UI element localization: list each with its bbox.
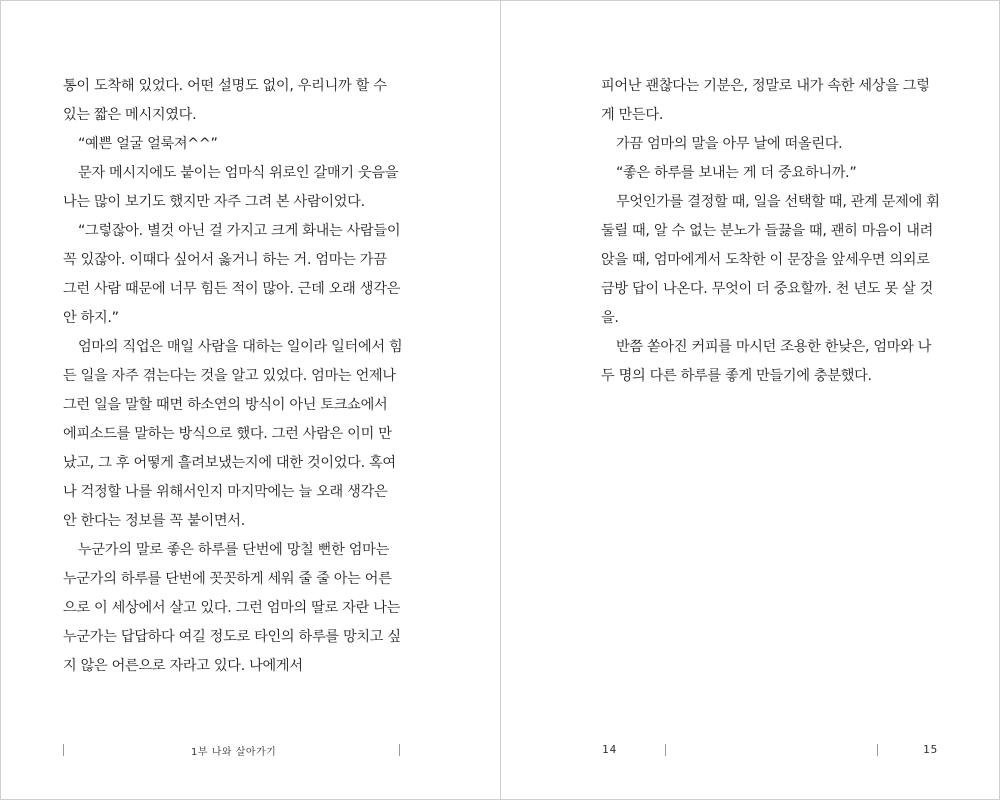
page-number-right: 15 (923, 743, 939, 756)
left-page-body (63, 72, 403, 681)
paragraph: 누군가의 말로 좋은 하루를 단번에 망칠 뻔한 엄마는 누군가의 하루를 단번에 꼿꼿하게 세워 줄 줄 아는 어른으로 이 세상에서 살고 있다. 그런 엄마의 딸로 자란 나는 누군가는 답답하다 여길 정도로 타인의 하루를 망치고 싶지 않은 어른으로 자라고 있다. 나에게서 (63, 542, 401, 674)
paragraph: 피어난 괜찮다는 기분은, 정말로 내가 속한 세상을 그렇게 만든다. (601, 78, 930, 123)
page-number-left: 14 (602, 743, 618, 756)
footer-rule-mark (877, 744, 878, 756)
right-page-body (601, 72, 941, 391)
footer-rule-mark (63, 744, 64, 756)
page-gutter (500, 1, 501, 799)
footer-rule-mark (399, 744, 400, 756)
paragraph: 통이 도착해 있었다. 어떤 설명도 없이, 우리니까 할 수 있는 짧은 메시지였다. (63, 78, 387, 123)
paragraph: 가끔 엄마의 말을 아무 날에 떠올린다. (616, 136, 843, 152)
running-footer-section: 1부 나와 살아가기 (191, 747, 277, 758)
footer-rule-mark (665, 744, 666, 756)
paragraph: 반쯤 쏟아진 커피를 마시던 조용한 한낮은, 엄마와 나 두 명의 다른 하루를 좋게 만들기에 충분했다. (601, 339, 932, 384)
paragraph: 무엇인가를 결정할 때, 일을 선택할 때, 관계 문제에 휘둘릴 때, 알 수 없는 분노가 들끓을 때, 괜히 마음이 내려앉을 때, 엄마에게서 도착한 이 문장을 앞세우면 의외로 금방 답이 나온다. 무엇이 더 중요할까. 천 년도 못 살 것을. (601, 194, 940, 326)
paragraph: “예쁜 얼굴 얼룩져^^” (78, 136, 218, 152)
paragraph: “그렇잖아. 별것 아닌 걸 가지고 크게 화내는 사람들이 꼭 있잖아. 이때다 싶어서 옳거니 하는 거. 엄마는 가끔 그런 사람 때문에 너무 힘든 적이 많아. 근데 오래 생각은 안 하지.” (63, 223, 401, 326)
paragraph: 문자 메시지에도 붙이는 엄마식 위로인 갈매기 웃음을 나는 많이 보기도 했지만 자주 그려 본 사람이었다. (63, 165, 399, 210)
paragraph: 엄마의 직업은 매일 사람을 대하는 일이라 일터에서 힘든 일을 자주 겪는다는 것을 알고 있었다. 엄마는 언제나 그런 일을 말할 때면 하소연의 방식이 아닌 토크쇼에서 에피소드를 말하는 방식으로 했다. 그런 사람은 이미 만났고, 그 후 어떻게 흘려보냈는지에 대한 것이었다. 혹여나 걱정할 나를 위해서인지 마지막에는 늘 오래 생각은 안 한다는 정보를 꼭 붙이면서. (63, 339, 403, 529)
paragraph: “좋은 하루를 보내는 게 더 중요하니까.” (616, 165, 857, 181)
